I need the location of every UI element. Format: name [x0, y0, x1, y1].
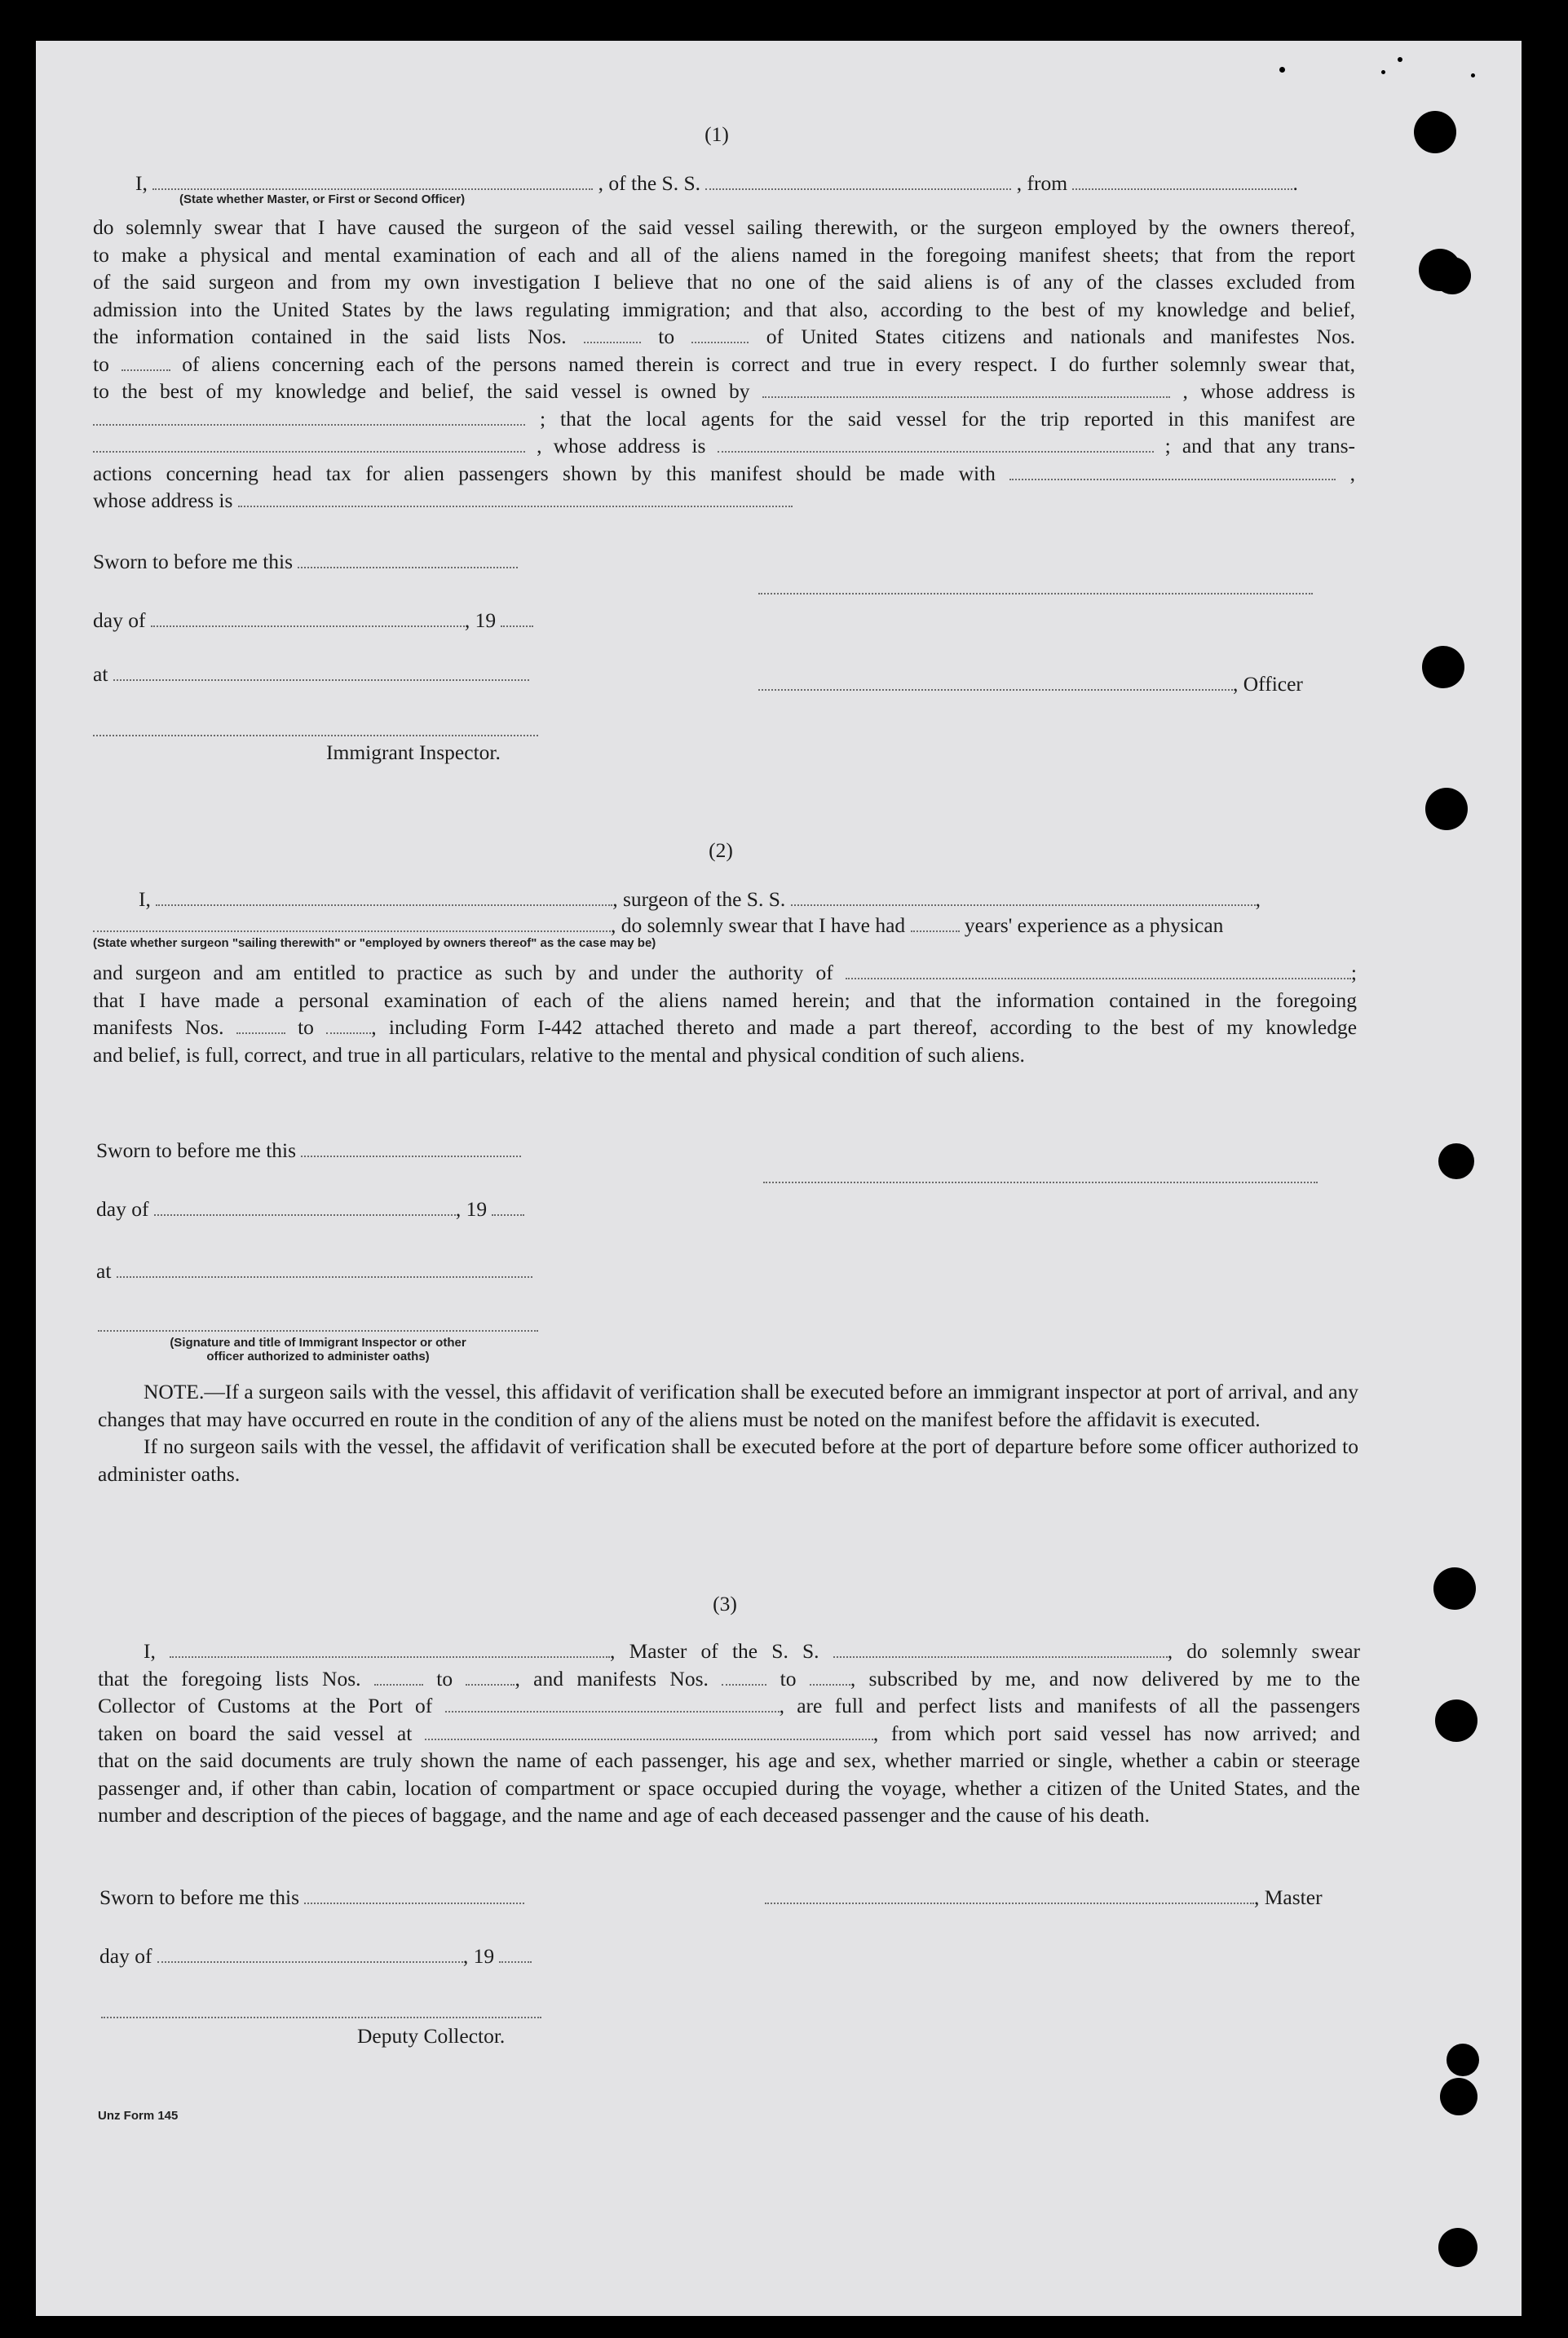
form-number: Unz Form 145 — [98, 2109, 179, 2123]
section1-line1: I, , of the S. S. , from . — [135, 171, 1298, 195]
speck — [1398, 57, 1402, 62]
surgeon-name-blank[interactable] — [156, 904, 612, 906]
day-blank[interactable] — [151, 625, 465, 627]
manifest-to-blank[interactable] — [326, 1032, 371, 1034]
lists-to-blank[interactable] — [466, 1683, 515, 1686]
surgeon-state-blank[interactable] — [93, 930, 611, 932]
section2-note: NOTE.—If a surgeon sails with the vessel, this affidavit of verification shall be executed before an immigrant inspector at port of arrival, and any changes that may have occurred en route in the condition of any of the aliens must be noted on the manifest before the affidavit is executed. If no surgeon sails with the vessel, the affidavit of verification shall be executed before at the port of departure before some officer authorized to administer oaths. — [98, 1380, 1358, 1486]
year-blank[interactable] — [492, 1213, 524, 1216]
section2-heading: (2) — [709, 838, 733, 862]
list-no-from[interactable] — [584, 341, 641, 343]
at-blank[interactable] — [117, 1275, 532, 1278]
list-no-to[interactable] — [691, 341, 749, 343]
agents-blank[interactable] — [93, 450, 525, 453]
punch-hole — [1440, 2078, 1477, 2115]
years-blank[interactable] — [911, 930, 960, 932]
owner-address-blank[interactable] — [93, 423, 525, 426]
manifests-from-blank[interactable] — [722, 1683, 766, 1686]
day-blank[interactable] — [154, 1213, 456, 1216]
punch-hole — [1435, 1699, 1477, 1742]
boarded-at-blank[interactable] — [425, 1738, 873, 1740]
section1-body: do solemnly swear that I have caused the surgeon of the said vessel sailing therewith, or the surgeon employed by the owners thereof, to make a physical and mental examination of each and all of the aliens named in the foregoing manifest sheets; that from the report of the said surgeon and from my own investigation I believe that no one of the said aliens is of any of the classes excluded from admission into the United States by the laws regulating immigration; and that also, according to the best of my knowledge and belief, the information contained in the said lists Nos. to of United States citizens and nationals and manifestes Nos. to of aliens concerning each of the persons named therein is correct and true in every respect. I do further solemnly swear that, to the best of my knowledge and belief, the said vessel is owned by , whose address is ; that the local agents for the said vessel for the trip reported in this manifest are , whose address is ; and that any trans- actions concerning head tax for alien passengers shown by this manifest should be made with , whose address is — [93, 215, 1356, 512]
agents-address-blank[interactable] — [718, 450, 1154, 453]
punch-hole — [1438, 1143, 1474, 1179]
section1-sworn: Sworn to before me this — [93, 548, 518, 576]
punch-hole — [1414, 111, 1456, 153]
punch-hole — [1422, 646, 1464, 688]
name-blank[interactable] — [152, 188, 593, 190]
section3-day: day of , 19 — [99, 1942, 532, 1970]
section2-line2: , do solemnly swear that I have had years' experience as a physican — [93, 912, 1357, 939]
headtax-address-blank[interactable] — [238, 505, 793, 507]
manifest-from-blank[interactable] — [236, 1032, 285, 1034]
speck — [1381, 70, 1385, 74]
year-blank[interactable] — [499, 1960, 532, 1963]
section2-sworn: Sworn to before me this — [96, 1137, 521, 1165]
at-blank[interactable] — [113, 678, 529, 681]
owner-blank[interactable] — [762, 396, 1170, 398]
sworn-blank[interactable] — [304, 1902, 524, 1904]
section1-heading: (1) — [704, 122, 729, 146]
port-blank[interactable] — [445, 1710, 780, 1713]
master-vessel-blank[interactable] — [833, 1655, 1168, 1658]
deputy-collector: Deputy Collector. — [357, 2024, 506, 2048]
speck — [1279, 67, 1285, 73]
punch-hole — [1447, 2044, 1479, 2076]
inspector-signature-line[interactable] — [98, 1329, 538, 1332]
section3-body: I, , Master of the S. S. , do solemnly swear that the foregoing lists Nos. to , and manifests Nos. to , subscribed by me, and now delivered by me to the Collector of Customs at the Port of , are full and perfect lists and manifests of all the passengers taken on board the said vessel at , from which port said vessel has now arrived; and that on the said documents are truly shown the name of each passenger, his age and sex, whether married or single, whether a cabin or steerage passenger and, if other than cabin, location of compartment or space occupied during the voyage, whether a citizen of the United States, and the number and description of the pieces of baggage, and the name and age of each deceased passenger and the cause of his death. — [98, 1639, 1361, 1827]
section2-day: day of , 19 — [96, 1196, 524, 1223]
section2-state-note: (State whether surgeon "sailing therewith" or "employed by owners thereof" as the case may be) — [93, 936, 656, 950]
manifests-to-blank[interactable] — [810, 1683, 850, 1686]
punch-hole — [1433, 257, 1471, 294]
section2-line1: I, , surgeon of the S. S. , — [139, 887, 1261, 911]
immigrant-inspector: Immigrant Inspector. — [326, 740, 501, 764]
vessel-blank[interactable] — [705, 188, 1011, 190]
punch-hole — [1433, 1567, 1476, 1610]
master-signature-blank[interactable] — [765, 1902, 1254, 1904]
section1-at: at — [93, 661, 529, 688]
inspector-line[interactable] — [93, 734, 538, 736]
year-blank[interactable] — [501, 625, 533, 627]
manifest-no-to[interactable] — [121, 369, 170, 371]
section3-sworn: Sworn to before me this — [99, 1884, 524, 1912]
headtax-blank[interactable] — [1009, 478, 1336, 480]
day-blank[interactable] — [157, 1960, 463, 1963]
master-name-blank[interactable] — [170, 1655, 610, 1658]
section2-at: at — [96, 1257, 532, 1285]
sworn-blank[interactable] — [301, 1155, 521, 1157]
section2-sig-note: (Signature and title of Immigrant Inspector or other officer authorized to administer oaths) — [170, 1336, 466, 1363]
section3-heading: (3) — [713, 1592, 737, 1615]
officer-blank[interactable] — [758, 688, 1233, 691]
punch-hole — [1425, 788, 1468, 830]
section1-officer: , Officer — [758, 670, 1303, 698]
section2-body: and surgeon and am entitled to practice as such by and under the authority of ; that I have made a personal examination of each of the aliens named herein; and that the information contained in the foregoing manifests Nos. to , including Form I-442 attached thereto and made a part thereof, according to the best of my knowledge and belief, is full, correct, and true in all particulars, relative to the mental and physical condition of such aliens. — [93, 961, 1358, 1067]
sworn-blank[interactable] — [298, 566, 518, 568]
form-page — [36, 41, 1522, 2316]
speck — [1471, 73, 1475, 77]
punch-hole — [1438, 2228, 1477, 2267]
surgeon-signature-line[interactable] — [763, 1181, 1318, 1183]
signature-line[interactable] — [758, 592, 1313, 594]
authority-blank[interactable] — [846, 977, 1351, 979]
from-blank[interactable] — [1072, 188, 1292, 190]
lists-from-blank[interactable] — [374, 1683, 423, 1686]
section3-master: , Master — [765, 1884, 1323, 1912]
section1-state-note: (State whether Master, or First or Second Officer) — [179, 192, 466, 206]
deputy-signature-line[interactable] — [101, 2016, 541, 2018]
section1-day: day of , 19 — [93, 607, 533, 634]
surgeon-vessel-blank[interactable] — [791, 904, 1256, 906]
